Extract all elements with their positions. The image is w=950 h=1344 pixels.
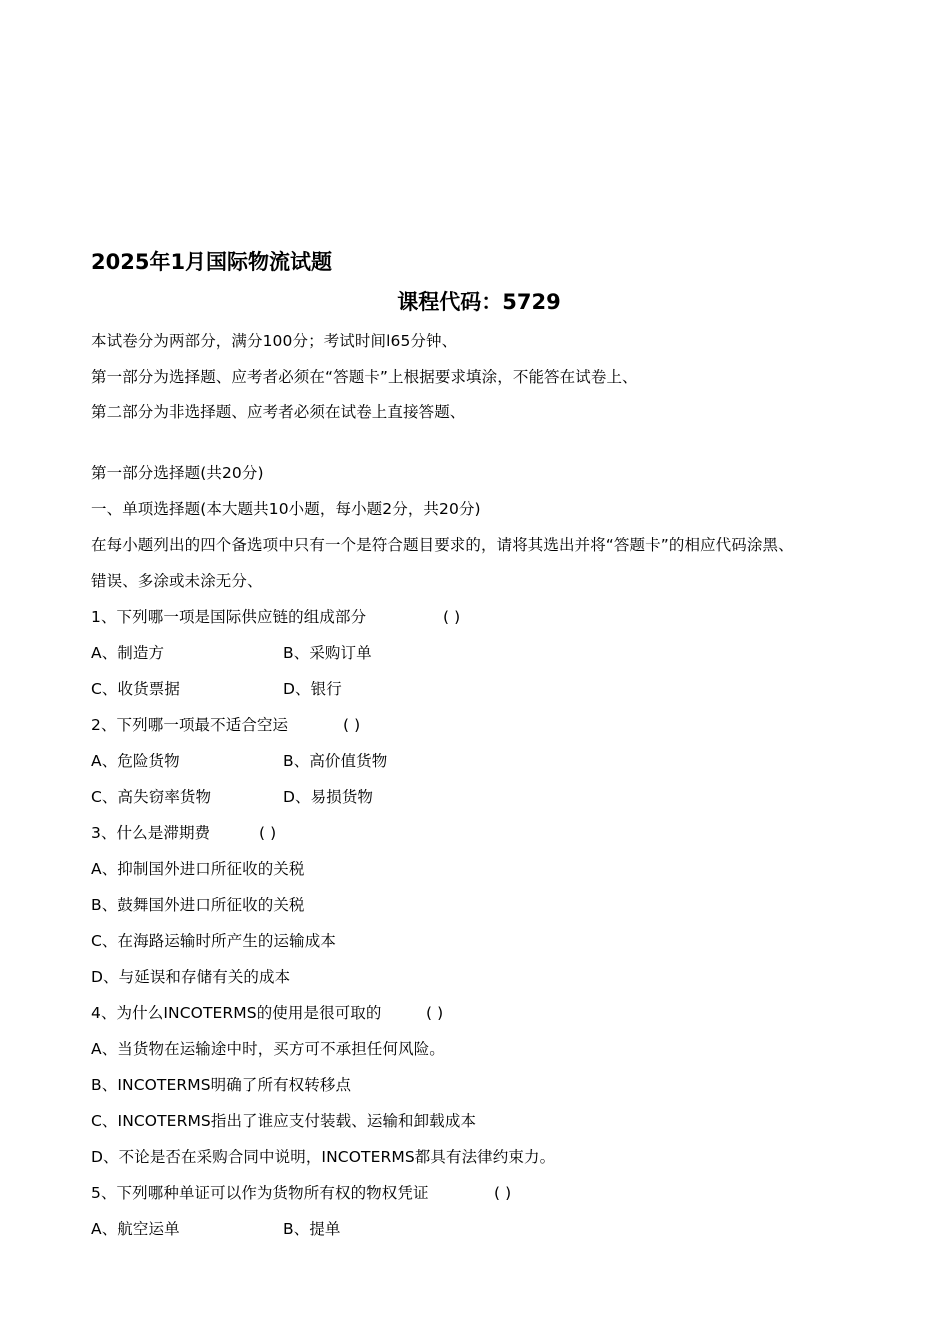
question-3-stem [91, 822, 277, 844]
question-5-stem [91, 1182, 512, 1204]
question-4-option-d: D、不论是否在采购合同中说明，INCOTERMS都具有法律约束力。 [91, 1148, 556, 1166]
question-4-option-a: A、当货物在运输途中时，买方可不承担任何风险。 [91, 1040, 445, 1058]
course-code: 课程代码：5729 [397, 290, 561, 314]
option-b: B、采购订单 [283, 644, 372, 662]
question-3-option-b: B、鼓舞国外进口所征收的关税 [91, 896, 305, 914]
option-a: A、航空运单 [91, 1220, 180, 1238]
question-5-options-row-1 [91, 1218, 341, 1240]
part1-heading: 第一部分选择题(共20分) [91, 464, 264, 482]
intro-line-2: 第一部分为选择题、应考者必须在“答题卡”上根据要求填涂，不能答在试卷上、 [91, 368, 638, 386]
question-2-options-row-1 [91, 750, 388, 772]
instruction-line-1: 在每小题列出的四个备选项中只有一个是符合题目要求的，请将其选出并将“答题卡”的相应代码涂黑、 [91, 536, 794, 554]
question-4-option-c: C、INCOTERMS指出了谁应支付装载、运输和卸载成本 [91, 1112, 477, 1130]
question-3-option-a: A、抑制国外进口所征收的关税 [91, 860, 305, 878]
question-4-text: 4、为什么INCOTERMS的使用是很可取的 [91, 1004, 382, 1022]
option-b: B、提单 [283, 1220, 341, 1238]
question-2-stem [91, 714, 361, 736]
option-a: A、制造方 [91, 644, 165, 662]
question-2-text: 2、下列哪一项最不适合空运 [91, 716, 289, 734]
question-1-options-row-2 [91, 678, 342, 700]
option-c: C、高失窃率货物 [91, 788, 212, 806]
option-d: D、银行 [283, 680, 342, 698]
question-5-text: 5、下列哪种单证可以作为货物所有权的物权凭证 [91, 1184, 429, 1202]
question-1-options-row-1 [91, 642, 372, 664]
question-3-option-c: C、在海路运输时所产生的运输成本 [91, 932, 336, 950]
question-2-options-row-2 [91, 786, 374, 808]
question-4-option-b: B、INCOTERMS明确了所有权转移点 [91, 1076, 352, 1094]
exam-title: 2025年1月国际物流试题 [91, 250, 333, 274]
answer-blank: ( ) [343, 716, 361, 734]
answer-blank: ( ) [426, 1004, 444, 1022]
option-d: D、易损货物 [283, 788, 374, 806]
answer-blank: ( ) [259, 824, 277, 842]
question-3-option-d: D、与延误和存储有关的成本 [91, 968, 291, 986]
intro-line-3: 第二部分为非选择题、应考者必须在试卷上直接答题、 [91, 403, 466, 421]
question-3-text: 3、什么是滞期费 [91, 824, 211, 842]
option-a: A、危险货物 [91, 752, 180, 770]
question-1-stem [91, 606, 461, 628]
question-1-text: 1、下列哪一项是国际供应链的组成部分 [91, 608, 367, 626]
section-heading: 一、单项选择题(本大题共10小题，每小题2分，共20分) [91, 500, 481, 518]
instruction-line-2: 错误、多涂或未涂无分、 [91, 572, 263, 590]
question-4-stem [91, 1002, 444, 1024]
answer-blank: ( ) [443, 608, 461, 626]
intro-line-1: 本试卷分为两部分，满分100分；考试时间l65分钟、 [91, 332, 458, 350]
option-c: C、收货票据 [91, 680, 180, 698]
answer-blank: ( ) [494, 1184, 512, 1202]
option-b: B、高价值货物 [283, 752, 388, 770]
